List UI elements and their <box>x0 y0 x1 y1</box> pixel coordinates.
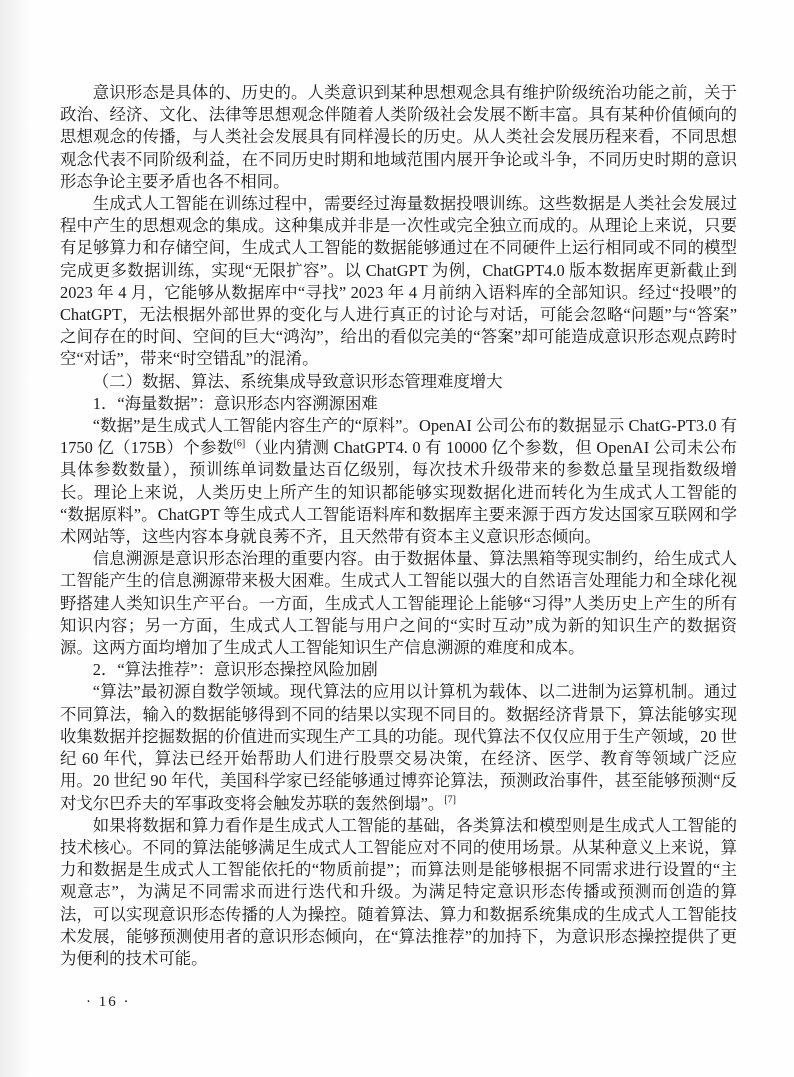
paragraph-algorithm-origin <box>60 681 737 814</box>
paragraph-information-tracing: 信息溯源是意识形态治理的重要内容。由于数据体量、算法黑箱等现实制约，给生成式人工智能产生的信息溯源带来极大困难。生成式人工智能以强大的自然语言处理能力和全球化视野搭建人类知识生产平台。一方面，生成式人工智能理论上能够“习得”人类历史上产生的所有知识内容；另一方面，生成式人工智能与用户之间的“实时互动”成为新的知识生产的数据资源。这两方面均增加了生成式人工智能知识生产信息溯源的难度和成本。 <box>60 549 737 658</box>
footnote-ref-6: [6] <box>233 438 246 450</box>
subsection-heading-algorithm-recommendation: 2．“算法推荐”：意识形态操控风险加剧 <box>92 660 378 680</box>
paragraph-ideology-history: 意识形态是具体的、历史的。人类意识到某种思想观念具有维护阶级统治功能之前，关于政治、经济、文化、法律等思想观念伴随着人类阶级社会发展不断丰富。具有某种价值倾向的思想观念的传播，与人类社会发展具有同样漫长的历史。从人类社会发展历程来看，不同思想观念代表不同阶级利益，在不同历史时期和地域范围内展开争论或斗争，不同历史时期的意识形态争论主要矛盾也各不相同。 <box>60 83 737 191</box>
page-number: · 16 · <box>86 994 131 1010</box>
paragraph-training-data: 生成式人工智能在训练过程中，需要经过海量数据投喂训练。这些数据是人类社会发展过程中产生的思想观念的集成。这种集成并非是一次性或完全独立而成的。从理论上来说，只要有足够算力和存储空间，生成式人工智能的数据能够通过在不同硬件上运行相同或不同的模型完成更多数据训练，实现“无限扩容”。以 ChatGPT 为例，ChatGPT4.0 版本数据库更新截止到 2023 年 4 月，它能够从数据库中“寻找” 2023 年 4 月前纳入语料库的全部知识。经过“投喂”的 ChatGPT，无法根据外部世界的变化与人进行真正的讨论与对话，可能会忽略“问题”与“答案”之间存在的时间、空间的巨大“鸿沟”，给出的看似完美的“答案”却可能造成意识形态观点跨时空“对话”，带来“时空错乱”的混淆。 <box>60 194 737 369</box>
paragraph-segment: “数据”是生成式人工智能内容生产的“原料”。OpenAI 公司公布的数据显示 ChatG-PT3.0 有 1750 亿（175B）个参数 <box>60 416 737 458</box>
footnote-ref-7: [7] <box>444 794 456 806</box>
paragraph-segment: “算法”最初源自数学领域。现代算法的应用以计算机为载体、以二进制为运算机制。通过不同算法，输入的数据能够得到不同的结果以实现不同目的。数据经济背景下，算法能够实现收集数据并挖掘数据的价值进而实现生产工具的功能。现代算法不仅仅应用于生产领域，20 世纪 60 年代，算法已经开始帮助人们进行股票交易决策，在经济、医学、教育等领域广泛应用。20 世纪 90 年代，美国科学家已经能够通过博弈论算法，预测政治事件，甚至能够预测“反对戈尔巴乔夫的军事政变将会触发苏联的轰然倒塌”。 <box>60 682 737 813</box>
paragraph-algorithm-core: 如果将数据和算力看作是生成式人工智能的基础，各类算法和模型则是生成式人工智能的技术核心。不同的算法能够满足生成式人工智能应对不同的使用场景。从某种意义上来说，算力和数据是生成式人工智能依托的“物质前提”；而算法则是能够根据不同需求进行设置的“主观意志”，为满足不同需求而进行迭代和升级。为满足特定意识形态传播或预测而创造的算法，可以实现意识形态传播的人为操控。随着算法、算力和数据系统集成的生成式人工智能技术发展，能够预测使用者的意识形态倾向，在“算法推荐”的加持下，为意识形态操控提供了更为便利的技术可能。 <box>60 815 737 968</box>
text-body <box>60 82 737 970</box>
section-heading-two: （二）数据、算法、系统集成导致意识形态管理难度增大 <box>92 371 503 391</box>
paragraph-segment: （业内猜测 ChatGPT4. 0 有 10000 亿个参数，但 OpenAI 公司未公布具体参数数量），预训练单词数量达百亿级别，每次技术升级带来的参数总量呈现指数级增长。理论上来说，人类历史上所产生的知识都能够实现数据化进而转化为生成式人工智能的“数据原料”。ChatGPT 等生成式人工智能语料库和数据库主要来源于西方发达国家互联网和学术网站等，这些内容本身就良莠不齐，且天然带有资本主义意识形态倾向。 <box>60 438 737 547</box>
paragraph-data-raw-material <box>60 415 737 548</box>
subsection-heading-massive-data: 1．“海量数据”：意识形态内容溯源困难 <box>92 393 378 413</box>
